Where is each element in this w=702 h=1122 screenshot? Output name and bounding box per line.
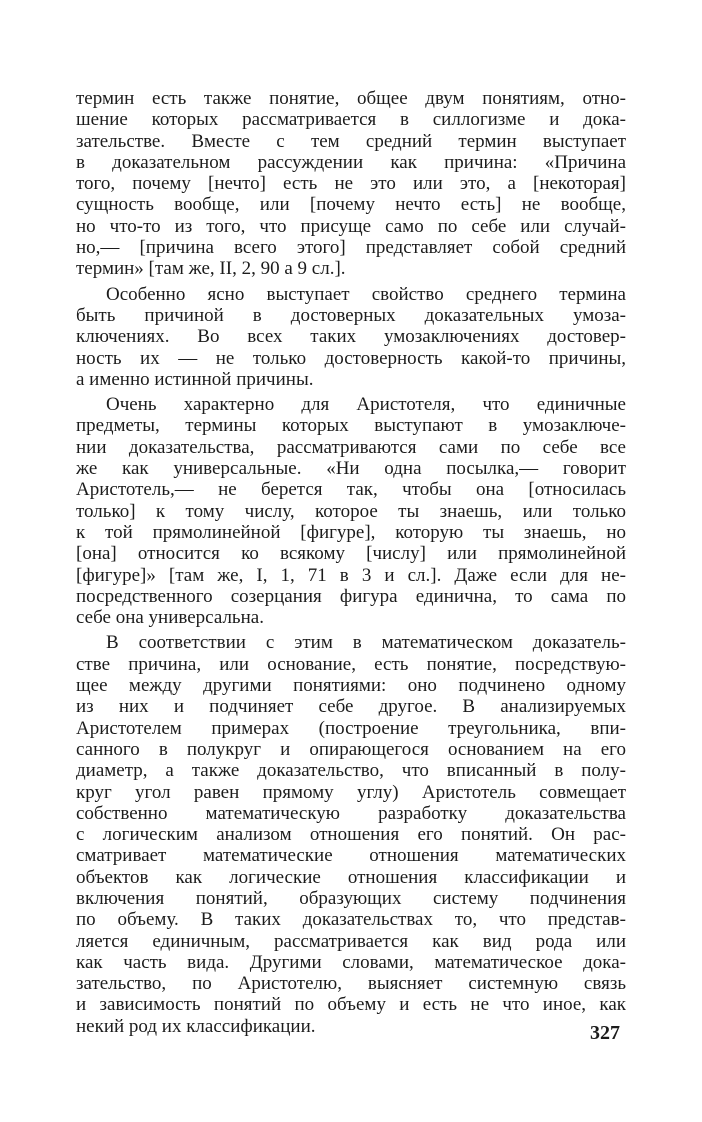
text-line: шение которых рассматривается в силлогизме и дока-: [76, 109, 626, 131]
text-line: зательство, по Аристотелю, выясняет системную связь: [76, 973, 626, 995]
text-line: и зависимость понятий по объему и есть не что иное, как: [76, 994, 626, 1016]
text-line: объектов как логические отношения классификации и: [76, 866, 626, 888]
text-line: посредственного созерцания фигура единична, то сама по: [76, 585, 626, 607]
text-line: себе она универсальна.: [76, 607, 264, 629]
text-line: предметы, термины которых выступают в умозаключе-: [76, 415, 626, 437]
text-line: санного в полукруг и опирающегося основанием на его: [76, 738, 626, 760]
text-line: нии доказательства, рассматриваются сами по себе все: [76, 436, 626, 458]
text-line: Аристотель,— не берется так, чтобы она [относилась: [76, 479, 626, 501]
text-line: с логическим анализом отношения его понятий. Он рас-: [76, 824, 626, 846]
text-line: зательстве. Вместе с тем средний термин выступает: [76, 130, 626, 152]
paragraph-2: [76, 284, 626, 390]
text-line: [она] относится ко всякому [числу] или прямолинейной: [76, 543, 626, 565]
text-line: ключениях. Во всех таких умозаключениях достовер-: [76, 326, 626, 348]
text-line: Аристотелем примерах (построение треугольника, впи-: [76, 717, 626, 739]
text-line: в доказательном рассуждении как причина: «Причина: [76, 151, 626, 173]
page-body: [76, 88, 626, 1041]
text-line: к той прямолинейной [фигуре], которую ты знаешь, но: [76, 521, 626, 543]
text-line: термин есть также понятие, общее двум понятиям, отно-: [76, 88, 626, 109]
paragraph-4: [76, 632, 626, 1037]
text-line: по объему. В таких доказательствах то, что представ-: [76, 909, 626, 931]
text-line: только] к тому числу, которое ты знаешь, или только: [76, 500, 626, 522]
text-line: из них и подчиняет себе другое. В анализируемых: [76, 696, 626, 718]
text-line: как часть вида. Другими словами, математическое дока-: [76, 951, 626, 973]
text-line: ность их — не только достоверность какой-то причины,: [76, 347, 626, 369]
text-line: термин» [там же, II, 2, 90 а 9 сл.].: [76, 258, 346, 280]
text-line: же как универсальные. «Ни одна посылка,— говорит: [76, 458, 626, 480]
text-line: [фигуре]» [там же, I, 1, 71 в 3 и сл.]. Даже если для не-: [76, 564, 626, 586]
paragraph-1: [76, 88, 626, 280]
text-line: В соответствии с этим в математическом доказатель-: [106, 632, 626, 654]
text-line: включения понятий, образующих систему подчинения: [76, 887, 626, 909]
text-line: собственно математическую разработку доказательства: [76, 802, 626, 824]
text-line: но что-то из того, что присуще само по себе или случай-: [76, 215, 626, 237]
text-line: щее между другими понятиями: оно подчинено одному: [76, 675, 626, 697]
text-line: но,— [причина всего этого] представляет собой средний: [76, 237, 626, 259]
text-line: ляется единичным, рассматривается как вид рода или: [76, 930, 626, 952]
text-line: некий род их классификации.: [76, 1015, 316, 1037]
text-line: Очень характерно для Аристотеля, что единичные: [106, 394, 626, 416]
page-number: 327: [590, 1022, 620, 1044]
text-line: сматривает математические отношения математических: [76, 845, 626, 867]
text-line: а именно истинной причины.: [76, 368, 314, 390]
text-line: диаметр, а также доказательство, что вписанный в полу-: [76, 760, 626, 782]
paragraph-3: [76, 394, 626, 628]
text-line: быть причиной в достоверных доказательных умоза-: [76, 304, 626, 326]
text-line: круг угол равен прямому углу) Аристотель совмещает: [76, 781, 626, 803]
text-line: стве причина, или основание, есть понятие, посредствую-: [76, 653, 626, 675]
text-line: того, почему [нечто] есть не это или это, а [некоторая]: [76, 173, 626, 195]
text-line: Особенно ясно выступает свойство среднего термина: [106, 283, 626, 305]
text-line: сущность вообще, или [почему нечто есть] не вообще,: [76, 194, 626, 216]
